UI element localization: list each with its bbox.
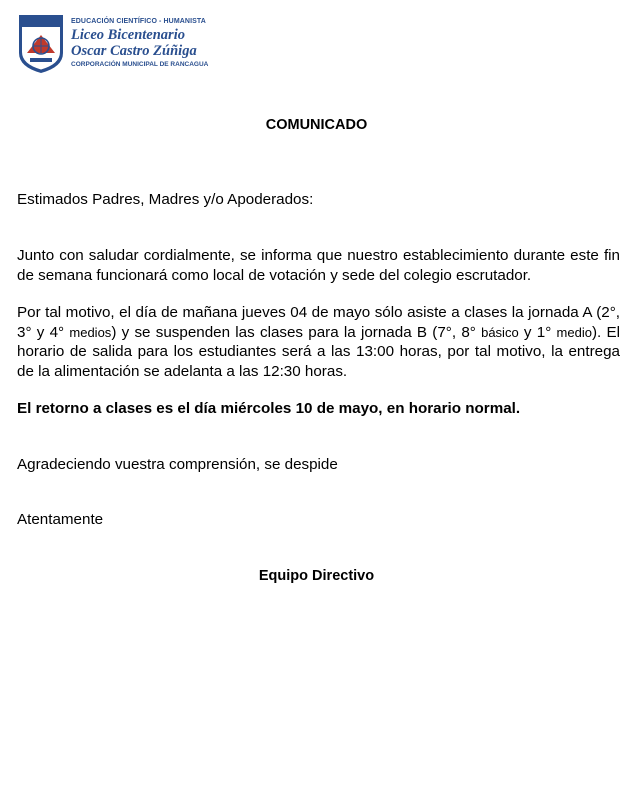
school-identity	[71, 13, 208, 68]
salutation: Estimados Padres, Madres y/o Apoderados:	[17, 191, 314, 208]
farewell-text: Agradeciendo vuestra comprensión, se despide	[17, 456, 338, 473]
school-crest-logo	[17, 13, 65, 75]
letterhead	[17, 13, 208, 77]
school-type-label: EDUCACIÓN CIENTÍFICO - HUMANISTA	[71, 18, 206, 25]
paragraph-voting-notice: Junto con saludar cordialmente, se informa que nuestro establecimiento durante este fin de semana funcionará como local de votación y sede del colegio escrutador.	[17, 247, 620, 284]
school-corporation-label: CORPORACIÓN MUNICIPAL DE RANCAGUA	[71, 61, 209, 68]
closing-text: Atentamente	[17, 511, 104, 528]
return-notice: El retorno a clases es el día miércoles 10 de mayo, en horario normal.	[17, 400, 521, 417]
signature: Equipo Directivo	[258, 568, 375, 584]
school-name-line1: Liceo Bicentenario	[71, 27, 185, 43]
school-name-line2: Oscar Castro Zúñiga	[71, 43, 197, 59]
document-title: COMUNICADO	[265, 117, 368, 133]
paragraph-schedule-change: Por tal motivo, el día de mañana jueves 04 de mayo sólo asiste a clases la jornada A (2°, 3° y 4° medios) y se suspenden las clases para la jornada B (7°, 8° básico y 1° medio). El horario de salida para los estudiantes será a las 13:00 horas, por tal motivo, la entrega de la alimentación se adelanta a las 12:30 horas.	[17, 304, 620, 380]
